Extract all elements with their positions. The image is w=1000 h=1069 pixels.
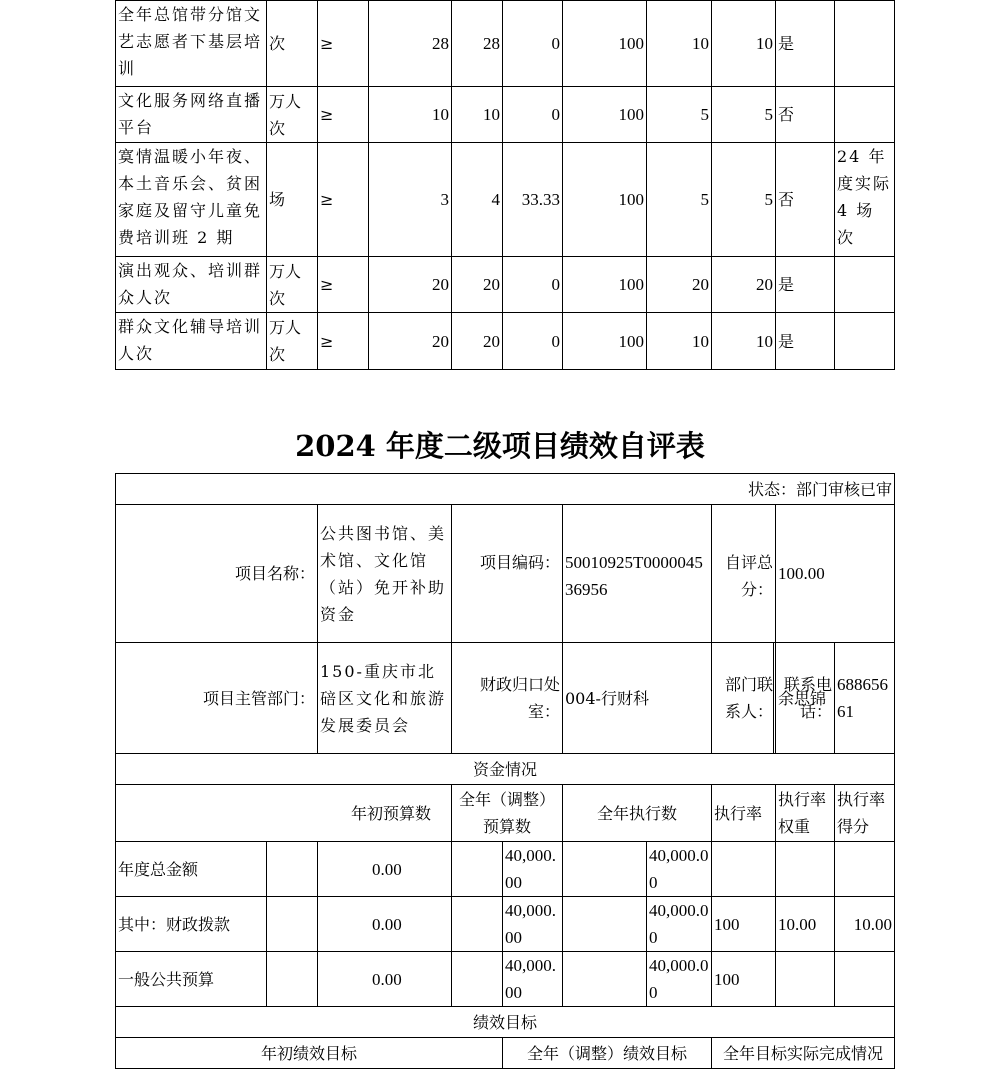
funds-executed: 40,000.00 xyxy=(647,842,712,897)
indicator-score: 20 xyxy=(712,257,776,313)
indicator-name: 群众文化辅导培训人次 xyxy=(116,313,267,370)
indicator-target: 28 xyxy=(369,1,452,87)
self-score-label: 自评总分： xyxy=(712,505,776,643)
indicator-operator: ≥ xyxy=(318,257,369,313)
indicator-unit: 万人次 xyxy=(267,257,318,313)
table-row xyxy=(116,842,895,897)
table-row xyxy=(116,952,895,1007)
funds-header-initial: 年初预算数 xyxy=(116,785,452,842)
indicator-actual: 4 xyxy=(452,143,503,257)
perf-header-initial: 年初绩效目标 xyxy=(116,1038,503,1069)
funds-row-label: 年度总金额 xyxy=(116,842,267,897)
funds-initial: 0.00 xyxy=(318,897,452,952)
indicator-weight: 10 xyxy=(647,313,712,370)
indicator-rate: 100 xyxy=(563,257,647,313)
funds-score: 10.00 xyxy=(835,897,895,952)
contact-label: 部门联系人： xyxy=(712,643,776,754)
table-row xyxy=(116,897,895,952)
indicator-score: 10 xyxy=(712,313,776,370)
indicator-target: 20 xyxy=(369,313,452,370)
funds-rate: 100 xyxy=(712,952,776,1007)
indicator-name: 寞情温暖小年夜、本土音乐会、贫困家庭及留守儿童免费培训班 2 期 xyxy=(116,143,267,257)
evaluation-table xyxy=(115,473,895,1069)
project-code-label: 项目编码： xyxy=(452,505,563,643)
funds-executed: 40,000.00 xyxy=(647,897,712,952)
indicator-weight: 10 xyxy=(647,1,712,87)
phone-value: 68865661 xyxy=(834,643,894,753)
funds-initial: 0.00 xyxy=(318,842,452,897)
status-label: 状态：部门审核已审 xyxy=(116,474,895,505)
indicator-deviation: 0 xyxy=(503,87,563,143)
finance-office-value: 004-行财科 xyxy=(563,643,712,754)
indicator-met: 是 xyxy=(776,1,835,87)
indicator-score: 10 xyxy=(712,1,776,87)
indicator-actual: 20 xyxy=(452,257,503,313)
funds-adjusted: 40,000.00 xyxy=(503,842,563,897)
department-value: 150-重庆市北碚区文化和旅游发展委员会 xyxy=(318,643,452,754)
funds-initial: 0.00 xyxy=(318,952,452,1007)
indicator-note xyxy=(835,313,895,370)
funds-header-weight: 执行率权重 xyxy=(776,785,835,842)
indicator-operator: ≥ xyxy=(318,87,369,143)
indicator-deviation: 0 xyxy=(503,257,563,313)
funds-adjusted: 40,000.00 xyxy=(503,897,563,952)
indicator-deviation: 33.33 xyxy=(503,143,563,257)
indicator-note: 24 年度实际 4 场次 xyxy=(835,143,895,257)
indicator-name: 全年总馆带分馆文艺志愿者下基层培训 xyxy=(116,1,267,87)
indicator-name: 演出观众、培训群众人次 xyxy=(116,257,267,313)
table-row xyxy=(116,313,895,370)
funds-score xyxy=(835,842,895,897)
funds-header-executed: 全年执行数 xyxy=(563,785,712,842)
indicator-weight: 5 xyxy=(647,143,712,257)
funds-header-rate: 执行率 xyxy=(712,785,776,842)
indicator-met: 否 xyxy=(776,87,835,143)
indicator-operator: ≥ xyxy=(318,1,369,87)
indicator-met: 否 xyxy=(776,143,835,257)
indicator-deviation: 0 xyxy=(503,1,563,87)
project-code-value: 50010925T000004536956 xyxy=(563,505,712,643)
indicator-met: 是 xyxy=(776,257,835,313)
funds-weight xyxy=(776,952,835,1007)
indicator-target: 10 xyxy=(369,87,452,143)
indicator-actual: 28 xyxy=(452,1,503,87)
funds-header-score: 执行率得分 xyxy=(835,785,895,842)
indicator-deviation: 0 xyxy=(503,313,563,370)
funds-adjusted: 40,000.00 xyxy=(503,952,563,1007)
funds-row-label: 其中：财政拨款 xyxy=(116,897,267,952)
funds-header-adjusted: 全年（调整）预算数 xyxy=(452,785,563,842)
self-score-value: 100.00 xyxy=(776,505,895,643)
indicator-name: 文化服务网络直播平台 xyxy=(116,87,267,143)
perf-section-header: 绩效目标 xyxy=(116,1007,895,1038)
indicator-unit: 万人次 xyxy=(267,87,318,143)
phone-label: 联系电话： xyxy=(783,675,832,721)
indicator-target: 3 xyxy=(369,143,452,257)
indicator-table xyxy=(115,0,895,370)
indicator-weight: 20 xyxy=(647,257,712,313)
indicator-unit: 万人次 xyxy=(267,313,318,370)
page-title: 2024 年度二级项目绩效自评表 xyxy=(295,429,705,463)
indicator-rate: 100 xyxy=(563,313,647,370)
indicator-note xyxy=(835,257,895,313)
indicator-score: 5 xyxy=(712,143,776,257)
indicator-actual: 10 xyxy=(452,87,503,143)
table-row xyxy=(116,1,895,87)
indicator-weight: 5 xyxy=(647,87,712,143)
perf-header-actual: 全年目标实际完成情况 xyxy=(712,1038,895,1069)
project-name-label: 项目名称： xyxy=(116,505,318,643)
funds-rate: 100 xyxy=(712,897,776,952)
indicator-operator: ≥ xyxy=(318,313,369,370)
table-row xyxy=(116,87,895,143)
table-row xyxy=(116,257,895,313)
project-name-value: 公共图书馆、美术馆、文化馆（站）免开补助资金 xyxy=(318,505,452,643)
indicator-rate: 100 xyxy=(563,87,647,143)
perf-header-adjusted: 全年（调整）绩效目标 xyxy=(503,1038,712,1069)
funds-weight: 10.00 xyxy=(776,897,835,952)
indicator-operator: ≥ xyxy=(318,143,369,257)
indicator-unit: 次 xyxy=(267,1,318,87)
contact-name: 余思锦 xyxy=(778,688,827,708)
indicator-note xyxy=(835,87,895,143)
funds-score xyxy=(835,952,895,1007)
funds-executed: 40,000.00 xyxy=(647,952,712,1007)
indicator-unit: 场 xyxy=(267,143,318,257)
indicator-met: 是 xyxy=(776,313,835,370)
table-row xyxy=(116,143,895,257)
funds-weight xyxy=(776,842,835,897)
indicator-score: 5 xyxy=(712,87,776,143)
indicator-rate: 100 xyxy=(563,143,647,257)
indicator-rate: 100 xyxy=(563,1,647,87)
indicator-actual: 20 xyxy=(452,313,503,370)
department-label: 项目主管部门： xyxy=(116,643,318,754)
funds-section-header: 资金情况 xyxy=(116,754,895,785)
indicator-note xyxy=(835,1,895,87)
finance-office-label: 财政归口处室： xyxy=(452,643,563,754)
funds-rate xyxy=(712,842,776,897)
indicator-target: 20 xyxy=(369,257,452,313)
funds-row-label: 一般公共预算 xyxy=(116,952,267,1007)
divider xyxy=(773,643,774,753)
